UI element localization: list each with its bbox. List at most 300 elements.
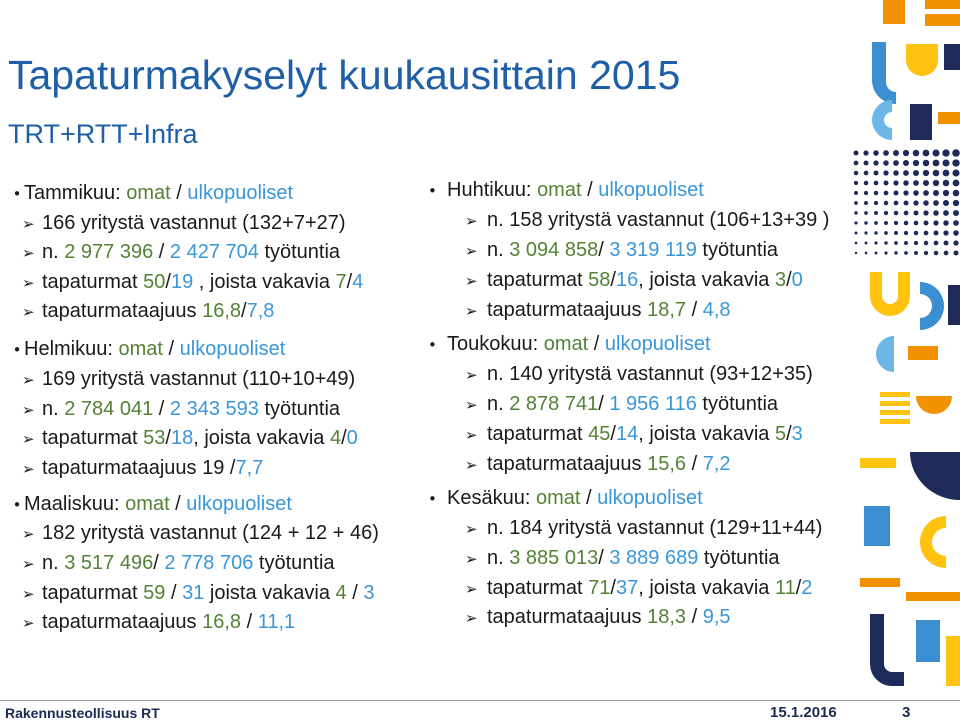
logo-dot: [854, 211, 857, 214]
logo-dot: [924, 231, 929, 236]
logo-dot: [865, 242, 868, 245]
own-value: 3 885 013: [509, 546, 599, 569]
logo-dot: [854, 181, 858, 185]
footer-date: 15.1.2016: [770, 704, 837, 721]
logo-dot: [953, 200, 959, 206]
logo-dot: [943, 200, 949, 206]
own-label: omat: [543, 333, 589, 356]
logo-shape: [880, 410, 910, 415]
list-item-text: [42, 238, 340, 268]
month-heading-text: [24, 335, 285, 365]
month-group: [10, 179, 379, 327]
logo-dot: [933, 220, 938, 225]
month-label-text: Helmikuu:: [24, 338, 119, 361]
external-value: 7,8: [246, 300, 275, 323]
logo-dot: [943, 170, 950, 177]
logo-dot: [953, 240, 958, 245]
item-text: n.: [42, 551, 65, 574]
list-item: [10, 519, 379, 549]
logo-shape: [860, 578, 900, 587]
logo-dot: [884, 201, 888, 205]
own-value: 16,8: [202, 611, 242, 634]
month-label-text: /: [580, 486, 598, 509]
list-item: [425, 390, 829, 420]
month-heading: [10, 335, 379, 365]
list-item-text: [487, 603, 731, 633]
logo-shape: [920, 516, 946, 568]
logo-dot: [874, 231, 877, 234]
list-item-text: [487, 514, 822, 544]
item-text: tapaturmataajuus: [42, 300, 203, 323]
logo-dot: [903, 150, 909, 156]
own-value: 4: [329, 427, 342, 450]
logo-dot: [855, 252, 857, 254]
item-text: /: [610, 268, 616, 291]
slide-title: Tapaturmakyselyt kuukausittain 2015: [8, 52, 681, 98]
arrow-bullet-icon: [465, 514, 487, 545]
item-text: /: [686, 298, 703, 321]
item-text: 166 yritystä vastannut (132+7+27): [42, 211, 346, 234]
logo-dot: [874, 171, 879, 176]
list-item: [425, 206, 829, 236]
list-item-text: [42, 268, 363, 298]
logo-dot: [884, 181, 889, 186]
logo-dot: [933, 210, 939, 216]
month-label-text: Tammikuu:: [24, 182, 127, 204]
month-group: [10, 335, 379, 483]
item-text: /: [165, 581, 183, 604]
list-item-text: [487, 390, 778, 420]
slide-subtitle: TRT+RTT+Infra: [8, 119, 198, 149]
logo-dot: [864, 201, 868, 205]
list-item: [10, 238, 379, 268]
own-value: 7: [335, 270, 347, 293]
item-text: /: [610, 576, 616, 599]
item-text: tapaturmataajuus: [487, 453, 648, 476]
logo-shape: [883, 0, 905, 24]
logo-shape: [872, 42, 896, 104]
item-text: työtuntia: [253, 551, 335, 574]
arrow-bullet-icon: [22, 579, 42, 610]
logo-dot: [883, 150, 889, 156]
item-text: n.: [42, 397, 65, 420]
logo-shape: [944, 44, 960, 70]
logo-dot: [873, 160, 878, 165]
logo-dot: [943, 230, 948, 235]
list-item-text: [42, 608, 295, 638]
list-item: [10, 549, 379, 579]
item-text: n.: [487, 546, 510, 569]
arrow-bullet-icon: [465, 544, 487, 575]
arrow-bullet-icon: [22, 297, 42, 328]
external-value: 18: [170, 427, 194, 450]
logo-dot: [874, 201, 878, 205]
item-text: työtuntia: [696, 393, 779, 416]
item-text: /: [786, 268, 792, 291]
month-group: [425, 484, 829, 633]
item-text: , joista vakavia: [193, 427, 330, 450]
list-item-text: [487, 266, 803, 296]
arrow-bullet-icon: [22, 424, 42, 455]
list-item-text: [487, 206, 829, 236]
own-value: 16,8: [202, 300, 242, 323]
arrow-bullet-icon: [22, 549, 42, 580]
list-item: [10, 579, 379, 609]
item-text: /: [686, 606, 703, 629]
list-item: [425, 574, 829, 604]
logo-dot: [904, 251, 908, 255]
item-text: tapaturmat: [42, 427, 144, 450]
logo-dot: [923, 200, 929, 206]
item-text: /: [241, 611, 258, 634]
month-heading: [425, 176, 829, 206]
external-label: ulkopuoliset: [597, 486, 703, 509]
own-value: 3 094 858: [509, 238, 599, 261]
logo-shape: [872, 100, 892, 140]
external-label: ulkopuoliset: [179, 338, 286, 361]
own-value: 3: [774, 268, 787, 291]
logo-shape: [948, 285, 960, 325]
item-text: /: [153, 397, 170, 420]
external-value: 4,8: [702, 298, 731, 321]
item-text: n.: [487, 393, 510, 416]
logo-dot: [933, 190, 939, 196]
logo-dot: [893, 160, 899, 166]
logo-dot: [942, 159, 949, 166]
logo-shape: [880, 401, 910, 406]
logo-dot: [884, 251, 887, 254]
own-label: omat: [118, 338, 163, 361]
logo-dot: [904, 241, 908, 245]
item-text: tapaturmat: [487, 423, 589, 446]
item-text: /: [165, 427, 171, 450]
logo-shape: [916, 620, 940, 662]
logo-dot: [873, 150, 879, 156]
logo-dot: [854, 161, 859, 166]
own-label: omat: [535, 486, 581, 509]
month-heading: [10, 179, 379, 209]
item-text: /: [341, 427, 347, 450]
external-value: 11,1: [257, 611, 296, 634]
external-value: 1 956 116: [609, 393, 697, 416]
logo-shape: [908, 346, 938, 360]
own-value: 5: [774, 423, 787, 446]
logo-shape: [910, 452, 960, 500]
own-value: 71: [588, 576, 611, 599]
footer-divider: [0, 700, 960, 701]
logo-shape: [864, 506, 890, 546]
month-heading: [10, 490, 379, 520]
external-value: 9,5: [702, 606, 731, 629]
month-heading-text: [447, 176, 704, 206]
item-text: /: [153, 241, 170, 264]
month-label-text: Huhtikuu:: [447, 179, 538, 201]
item-text: työtuntia: [696, 238, 779, 261]
logo-dot: [894, 241, 898, 245]
own-value: 18,3: [647, 606, 687, 629]
logo-dot: [943, 180, 950, 187]
month-heading: [425, 330, 829, 360]
logo-dot: [884, 241, 887, 244]
own-value: 18,7: [647, 298, 687, 321]
item-text: n. 158 yritystä vastannut (106+13+39 ): [487, 208, 830, 231]
logo-dot: [933, 180, 939, 186]
arrow-bullet-icon: [465, 420, 487, 451]
logo-shape: [870, 614, 904, 686]
own-value: 53: [143, 427, 166, 450]
list-item-text: [42, 579, 374, 609]
logo-shape: [910, 104, 932, 140]
logo-dot: [944, 241, 949, 246]
item-text: työtuntia: [698, 546, 780, 569]
item-text: /: [598, 546, 610, 569]
logo-dot: [883, 170, 888, 175]
item-text: työtuntia: [258, 397, 341, 420]
logo-shape: [925, 14, 960, 26]
item-text: joista vakavia: [204, 581, 336, 604]
logo-dot: [874, 221, 878, 225]
arrow-bullet-icon: [465, 206, 487, 237]
item-text: , joista vakavia: [638, 576, 775, 599]
logo-dot: [864, 231, 867, 234]
logo-dot: [854, 221, 857, 224]
month-label-text: /: [170, 182, 188, 204]
list-item: [425, 266, 829, 296]
month-group: [10, 490, 379, 638]
logo-dot: [934, 251, 938, 255]
list-item-text: [487, 420, 803, 450]
footer-organization: Rakennusteollisuus RT: [5, 705, 160, 721]
list-item: [10, 297, 379, 327]
item-text: tapaturmataajuus: [487, 606, 648, 629]
list-item-text: [487, 236, 778, 266]
list-item: [10, 209, 379, 239]
item-text: työtuntia: [258, 241, 341, 264]
bullet-icon: [425, 330, 447, 361]
arrow-bullet-icon: [465, 603, 487, 634]
arrow-bullet-icon: [22, 209, 42, 240]
logo-dot: [952, 149, 960, 157]
external-label: ulkopuoliset: [187, 182, 294, 204]
external-value: 3 319 119: [609, 238, 697, 261]
logo-dot: [903, 190, 908, 195]
logo-dot: [893, 150, 899, 156]
external-value: 14: [615, 423, 639, 446]
list-item: [10, 365, 379, 395]
month-label-text: /: [581, 179, 599, 201]
list-item: [425, 603, 829, 633]
item-text: /: [598, 393, 610, 416]
logo-dot: [914, 221, 919, 226]
logo-dot: [944, 251, 949, 256]
list-item-text: [487, 360, 813, 390]
external-label: ulkopuoliset: [598, 179, 704, 201]
bullet-icon: [10, 490, 24, 521]
logo-shape: [938, 112, 960, 124]
logo-dot: [864, 161, 869, 166]
logo-dot: [954, 251, 959, 256]
logo-shape: [906, 44, 938, 76]
logo-dot: [953, 230, 959, 236]
own-label: omat: [125, 492, 170, 515]
month-group: [425, 176, 829, 325]
logo-dot: [913, 180, 919, 186]
logo-dot: [904, 211, 909, 216]
logo-dot: [923, 180, 929, 186]
logo-dot: [943, 210, 949, 216]
month-group: [425, 330, 829, 479]
month-heading-text: [447, 484, 703, 514]
external-value: 7,7: [235, 456, 264, 479]
logo-dot: [952, 159, 959, 166]
arrow-bullet-icon: [22, 268, 42, 299]
logo-dot: [923, 170, 929, 176]
column-left: [10, 179, 379, 638]
item-text: , joista vakavia: [638, 268, 775, 291]
external-value: 19: [170, 270, 194, 293]
logo-dot: [953, 190, 960, 197]
list-item: [425, 420, 829, 450]
logo-shape: [880, 419, 910, 424]
logo-dot: [863, 150, 868, 155]
logo-dot: [913, 170, 919, 176]
logo-dot: [934, 241, 939, 246]
list-item: [425, 514, 829, 544]
logo-shape: [876, 336, 894, 372]
own-value: 50: [143, 270, 166, 293]
logo-dot: [953, 220, 959, 226]
bullet-icon: [425, 176, 447, 207]
external-value: 2 427 704: [169, 241, 259, 264]
item-text: /: [165, 270, 171, 293]
logo-dot: [914, 251, 918, 255]
item-text: /: [346, 581, 364, 604]
arrow-bullet-icon: [22, 608, 42, 639]
logo-dot: [933, 160, 940, 167]
logo-dot: [933, 170, 940, 177]
bullet-icon: [10, 179, 24, 210]
logo-dot: [865, 252, 868, 255]
logo-dot: [924, 241, 928, 245]
item-text: tapaturmat: [487, 268, 589, 291]
logo-dot: [943, 190, 949, 196]
list-item-text: [42, 519, 379, 549]
external-value: 2: [801, 576, 813, 599]
logo-dot: [864, 191, 868, 195]
logo-dot: [854, 151, 859, 156]
item-text: /: [786, 423, 792, 446]
item-text: /: [241, 300, 247, 323]
list-item-text: [42, 395, 340, 425]
logo-dot: [894, 211, 898, 215]
own-label: omat: [537, 179, 582, 201]
item-text: n. 140 yritystä vastannut (93+12+35): [487, 363, 813, 386]
external-label: ulkopuoliset: [604, 333, 711, 356]
logo-shape: [906, 592, 960, 601]
list-item-text: [487, 574, 812, 604]
logo-dot: [884, 231, 888, 235]
own-value: 2 977 396: [64, 241, 154, 264]
month-heading: [425, 484, 829, 514]
logo-dot: [903, 170, 909, 176]
external-value: 3: [363, 581, 375, 604]
month-heading-text: [24, 179, 293, 209]
list-item: [10, 608, 379, 638]
arrow-bullet-icon: [465, 266, 487, 297]
external-label: ulkopuoliset: [186, 492, 292, 515]
logo-dot: [864, 211, 868, 215]
item-text: /: [153, 551, 165, 574]
logo-dot: [864, 181, 868, 185]
list-item: [425, 450, 829, 480]
logo-dot: [932, 149, 939, 156]
list-item: [10, 424, 379, 454]
own-value: 3 517 496: [64, 551, 154, 574]
logo-shape: [870, 272, 910, 316]
logo-dot: [913, 150, 920, 157]
logo-dot: [893, 170, 899, 176]
external-value: 7,2: [702, 453, 731, 476]
own-value: 2 784 041: [64, 397, 154, 420]
list-item-text: [42, 297, 274, 327]
month-label-text: /: [162, 338, 180, 361]
item-text: tapaturmataajuus: [487, 298, 648, 321]
external-value: 3: [791, 423, 803, 446]
logo-pattern: [850, 0, 960, 698]
logo-dot: [883, 160, 889, 166]
logo-dot: [894, 231, 898, 235]
month-heading-text: [24, 490, 292, 520]
list-item-text: [487, 544, 780, 574]
arrow-bullet-icon: [465, 236, 487, 267]
logo-dot: [874, 181, 879, 186]
logo-dot: [914, 231, 918, 235]
logo-dot-grid: [854, 149, 960, 255]
logo-dot: [884, 211, 888, 215]
logo-dot: [924, 251, 928, 255]
logo-dot: [875, 252, 878, 255]
logo-dot: [934, 231, 939, 236]
own-value: 58: [588, 268, 611, 291]
logo-dot: [864, 221, 867, 224]
own-value: 15,6: [647, 453, 687, 476]
external-value: 0: [791, 268, 803, 291]
arrow-bullet-icon: [465, 574, 487, 605]
logo-dot: [924, 221, 929, 226]
logo-shape: [860, 458, 896, 468]
list-item: [425, 360, 829, 390]
bullet-icon: [425, 484, 447, 515]
external-value: 0: [346, 427, 358, 450]
logo-dot: [914, 241, 918, 245]
logo-dot: [913, 190, 919, 196]
own-value: 11: [774, 576, 796, 599]
arrow-bullet-icon: [465, 360, 487, 391]
logo-dot: [864, 171, 869, 176]
list-item: [10, 395, 379, 425]
arrow-bullet-icon: [22, 454, 42, 485]
logo-dot: [923, 150, 930, 157]
logo-dot: [874, 241, 877, 244]
own-value: 59: [143, 581, 166, 604]
external-value: 31: [182, 581, 205, 604]
item-text: /: [598, 238, 610, 261]
logo-shape: [920, 282, 944, 330]
logo-dot: [913, 160, 919, 166]
item-text: , joista vakavia: [193, 270, 336, 293]
arrow-bullet-icon: [22, 365, 42, 396]
list-item: [425, 544, 829, 574]
